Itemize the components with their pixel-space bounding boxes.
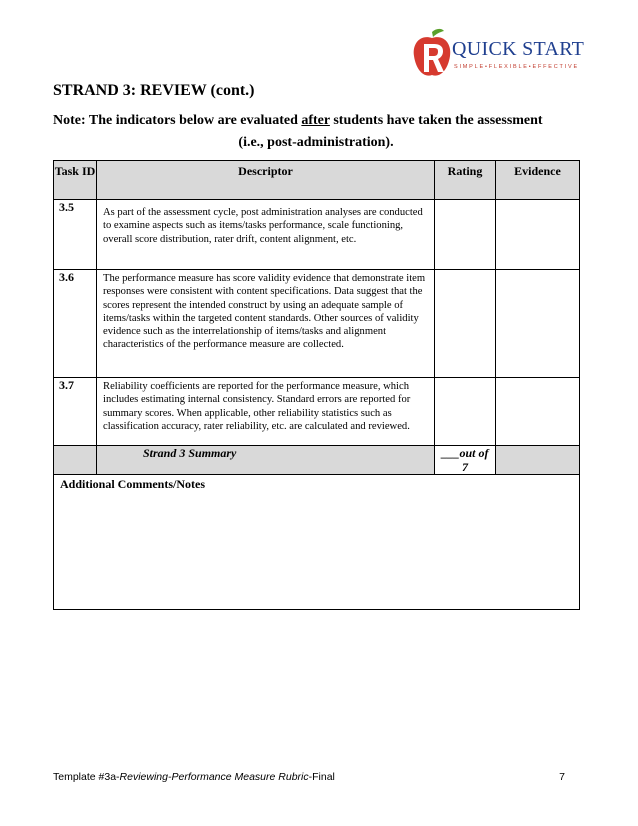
quick-start-logo: [410, 28, 585, 80]
summary-score[interactable]: [435, 446, 496, 475]
note-emphasis: after: [301, 113, 330, 128]
header-evidence: Evidence: [496, 161, 580, 200]
page-heading: STRAND 3: REVIEW (cont.): [53, 82, 255, 99]
summary-id-cell: [54, 446, 97, 475]
note-prefix: Note: The indicators below are evaluated: [53, 113, 302, 128]
rubric-table: [53, 160, 580, 610]
table-header-row: [54, 161, 580, 200]
summary-row: [54, 446, 580, 475]
task-descriptor: As part of the assessment cycle, post administration analyses are conducted to examine aspects such as items/tasks performance, scale functioning, overall score distribution, rater drift, content alignment, etc.: [97, 200, 435, 270]
task-id: 3.5: [54, 200, 97, 270]
header-task-id: Task ID: [54, 161, 97, 200]
rating-cell[interactable]: [435, 200, 496, 270]
rating-cell[interactable]: [435, 270, 496, 378]
comments-label: Additional Comments/Notes: [60, 477, 206, 491]
task-descriptor: The performance measure has score validity evidence that demonstrate item responses were consistent with content specifications. Data suggest that the scores represent the intended construct by using an adequate sample of items/tasks within the targeted content standards. Other sources of validity evidence such as the interrelationship of items/tasks and alignment characteristics of the performance measure are collected.: [97, 270, 435, 378]
task-descriptor: Reliability coefficients are reported for the performance measure, which includes estimating internal consistency. Standard errors are reported for summary scores. When applicable, other reliability statistics such as classification accuracy, rater reliability, etc. are calculated and reviewed.: [97, 378, 435, 446]
table-row: [54, 378, 580, 446]
task-id: 3.6: [54, 270, 97, 378]
note-line-1: [53, 113, 593, 129]
evidence-cell[interactable]: [496, 270, 580, 378]
logo-tagline: SIMPLE•FLEXIBLE•EFFECTIVE: [454, 64, 579, 70]
summary-label: Strand 3 Summary: [97, 446, 435, 475]
note-line-2: (i.e., post-administration).: [238, 135, 394, 150]
header-descriptor: Descriptor: [97, 161, 435, 200]
comments-cell[interactable]: [54, 475, 580, 610]
note-suffix: students have taken the assessment: [329, 113, 543, 128]
task-id: 3.7: [54, 378, 97, 446]
summary-out-of: out of: [459, 446, 489, 460]
comments-row: [54, 475, 580, 610]
logo-wordmark: QUICK START: [452, 38, 585, 60]
table-row: [54, 270, 580, 378]
evidence-cell[interactable]: [496, 378, 580, 446]
evidence-cell[interactable]: [496, 200, 580, 270]
footer-suffix: -Final: [308, 771, 335, 783]
page-number: 7: [559, 771, 565, 783]
rating-cell[interactable]: [435, 378, 496, 446]
footer-title: Reviewing-Performance Measure Rubric: [119, 771, 309, 783]
apple-r-logo-icon: [410, 28, 454, 80]
footer-template: Template #3a-: [53, 771, 120, 783]
summary-evidence-cell: [496, 446, 580, 475]
summary-total: 7: [462, 460, 468, 474]
page-footer: [53, 771, 565, 783]
summary-blank: ___: [441, 446, 460, 460]
header-rating: Rating: [435, 161, 496, 200]
table-row: [54, 200, 580, 270]
